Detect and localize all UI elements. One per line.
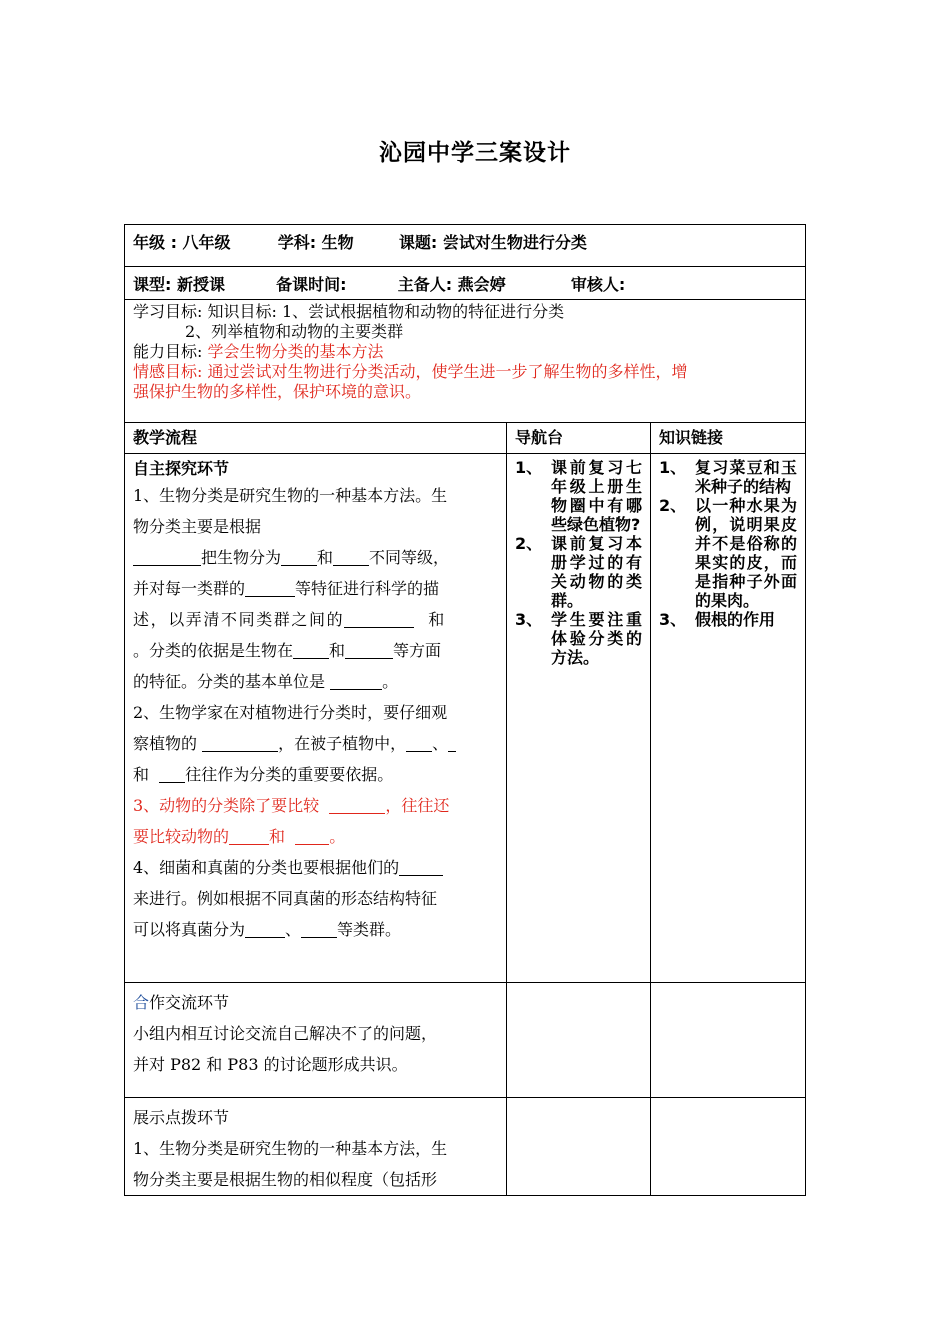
header-row-1 xyxy=(125,225,806,267)
link-item-3 xyxy=(659,610,797,629)
cooperation-guide-cell xyxy=(507,983,651,1098)
fill-blank xyxy=(281,547,317,566)
header-row-2 xyxy=(125,267,806,300)
q1-line-g xyxy=(133,666,498,697)
text-span: 。分类的依据是生物在 xyxy=(133,641,294,660)
fill-blank xyxy=(133,547,201,566)
item-number: 2、 xyxy=(659,496,687,515)
section-title-cooperation xyxy=(133,987,498,1018)
text-span: 等方面 xyxy=(393,641,442,660)
presentation-content xyxy=(125,1098,507,1196)
fill-blank xyxy=(344,609,414,628)
goal-ability xyxy=(133,342,797,362)
item-number: 3、 xyxy=(659,610,687,629)
fill-blank xyxy=(448,733,456,752)
guide-list xyxy=(515,458,642,667)
text-span: 察植物的 xyxy=(133,734,198,753)
subject-label: 学科: 生物 xyxy=(277,233,354,252)
fill-blank xyxy=(399,857,443,876)
text-span: 合 xyxy=(133,993,150,1012)
text-span: 等特征进行科学的描 xyxy=(295,579,440,598)
fill-blank xyxy=(345,640,393,659)
fill-blank xyxy=(159,764,185,783)
q1-line-e xyxy=(133,604,498,635)
fill-blank xyxy=(202,733,278,752)
link-item-1 xyxy=(659,458,797,496)
q1-line-d xyxy=(133,573,498,604)
text-span: 等类群。 xyxy=(337,920,402,939)
q4-line-c xyxy=(133,914,498,945)
cooperation-content xyxy=(125,983,507,1098)
fill-blank xyxy=(293,640,329,659)
presentation-guide-cell xyxy=(507,1098,651,1196)
topic-label: 课题: 尝试对生物进行分类 xyxy=(398,233,587,252)
fill-blank xyxy=(295,826,329,845)
text-span: ，在被子植物中， xyxy=(278,734,407,753)
text-span: 可以将真菌分为 xyxy=(133,920,246,939)
item-text: 学生要注重体验分类的方法。 xyxy=(551,610,642,667)
q4-line-b: 来进行。例如根据不同真菌的形态结构特征 xyxy=(133,889,438,908)
text-span: 的特征。分类的基本单位是 xyxy=(133,672,326,691)
text-span: 。 xyxy=(329,827,346,846)
fill-blank xyxy=(330,671,382,690)
text-span: 不同等级， xyxy=(369,548,450,567)
page-title: 沁园中学三案设计 xyxy=(379,140,571,166)
text-span: 和 xyxy=(269,827,286,846)
q1-line-b: 物分类主要是根据 xyxy=(133,517,262,536)
item-text: 课前复习七年级上册生物圈中有哪些绿色植物? xyxy=(551,458,642,534)
fill-blank xyxy=(245,578,295,597)
item-text: 以一种水果为例，说明果皮并不是俗称的果实的皮，而是指种子外面的果肉。 xyxy=(695,496,798,610)
text-span: 述，以弄清不同类群之间的 xyxy=(133,610,345,629)
self-study-content xyxy=(125,454,507,983)
link-item-2 xyxy=(659,496,797,610)
text-span: 和 xyxy=(133,765,150,784)
goal-knowledge-1: 学习目标: 知识目标: 1、尝试根据植物和动物的特征进行分类 xyxy=(133,302,565,321)
text-span: 。 xyxy=(382,672,399,691)
text-span: 3、动物的分类除了要比较 xyxy=(133,796,320,815)
cooperation-row xyxy=(125,983,806,1098)
lesson-type-label: 课型: 新授课 xyxy=(133,275,225,294)
q4-line-a xyxy=(133,852,498,883)
section-title-self-study: 自主探究环节 xyxy=(133,459,230,478)
goal-emotion-1: 情感目标: 通过尝试对生物进行分类活动，使学生进一步了解生物的多样性，增 xyxy=(133,362,688,381)
cooperation-body xyxy=(133,987,498,1080)
item-number: 1、 xyxy=(515,458,543,477)
q1-line-c xyxy=(133,542,498,573)
guide-item-2 xyxy=(515,534,642,610)
item-number: 3、 xyxy=(515,610,543,629)
text-span: 4、细菌和真菌的分类也要根据他们的 xyxy=(133,858,400,877)
text-span: 、 xyxy=(432,734,449,753)
prep-time-label: 备课时间: xyxy=(276,275,347,294)
lesson-plan-table xyxy=(124,224,806,1196)
guide-content xyxy=(507,454,651,983)
self-study-body xyxy=(133,480,498,945)
text-span: 往往作为分类的重要要依据。 xyxy=(185,765,394,784)
item-number: 2、 xyxy=(515,534,543,553)
text-span: 要比较动物的 xyxy=(133,827,230,846)
author-label: 主备人: 燕会婷 xyxy=(397,275,506,294)
reviewer-label: 审核人: xyxy=(570,275,626,294)
q2-line-b xyxy=(133,728,498,759)
text-span: 作交流环节 xyxy=(149,993,230,1012)
fill-blank xyxy=(229,826,269,845)
item-text: 假根的作用 xyxy=(695,610,776,629)
grade-label: 年级 : 八年级 xyxy=(133,233,231,252)
q1-line-f xyxy=(133,635,498,666)
goal-ability-text: 学会生物分类的基本方法 xyxy=(207,342,384,361)
guide-item-3 xyxy=(515,610,642,667)
text-span: 和 xyxy=(329,641,346,660)
text-span: 、 xyxy=(285,920,302,939)
text-span: 把生物分为 xyxy=(201,548,282,567)
links-list xyxy=(659,458,797,629)
presentation-row xyxy=(125,1098,806,1196)
text-span: ，往往还 xyxy=(385,796,450,815)
presentation-line-1: 1、生物分类是研究生物的一种基本方法，生 xyxy=(133,1139,448,1158)
q2-line-a: 2、生物学家在对植物进行分类时，要仔细观 xyxy=(133,703,448,722)
cooperation-line-1: 小组内相互讨论交流自己解决不了的问题， xyxy=(133,1024,438,1043)
text-span: 和 xyxy=(317,548,334,567)
presentation-line-2: 物分类主要是根据生物的相似程度（包括形 xyxy=(133,1170,438,1189)
q2-line-c xyxy=(133,759,498,790)
fill-blank xyxy=(329,795,385,814)
text-span: 和 xyxy=(428,610,445,629)
cooperation-links-cell xyxy=(651,983,806,1098)
section-title-presentation: 展示点拨环节 xyxy=(133,1108,230,1127)
presentation-body xyxy=(133,1102,498,1195)
item-text: 复习菜豆和玉米种子的结构 xyxy=(695,458,798,496)
self-study-row xyxy=(125,454,806,983)
q1-line-a: 1、生物分类是研究生物的一种基本方法。生 xyxy=(133,486,448,505)
fill-blank xyxy=(245,919,285,938)
cooperation-line-2: 并对 P82 和 P83 的讨论题形成共识。 xyxy=(133,1055,408,1074)
q3-line-b xyxy=(133,821,498,852)
links-content xyxy=(651,454,806,983)
item-text: 课前复习本册学过的有关动物的类群。 xyxy=(551,534,642,610)
goal-emotion-2: 强保护生物的多样性，保护环境的意识。 xyxy=(133,382,422,401)
goals-row xyxy=(125,300,806,423)
fill-blank xyxy=(301,919,337,938)
presentation-links-cell xyxy=(651,1098,806,1196)
goal-ability-label: 能力目标: xyxy=(133,342,208,361)
goal-knowledge-2: 2、列举植物和动物的主要类群 xyxy=(185,322,404,341)
item-number: 1、 xyxy=(659,458,687,477)
col-guide-header: 导航台 xyxy=(507,423,651,454)
col-process-header: 教学流程 xyxy=(125,423,507,454)
col-links-header: 知识链接 xyxy=(651,423,806,454)
guide-item-1 xyxy=(515,458,642,534)
q3-line-a xyxy=(133,790,498,821)
fill-blank xyxy=(333,547,369,566)
column-header-row xyxy=(125,423,806,454)
text-span: 并对每一类群的 xyxy=(133,579,246,598)
fill-blank xyxy=(406,733,432,752)
